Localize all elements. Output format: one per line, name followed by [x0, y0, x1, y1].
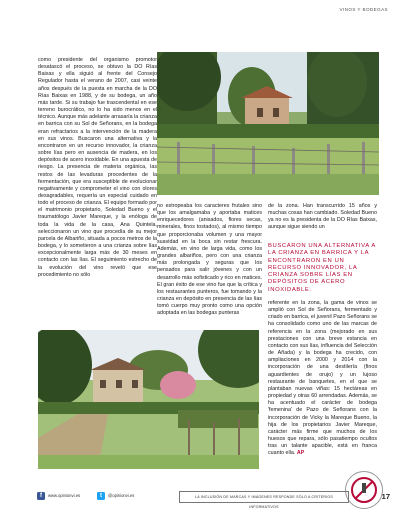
page-footer: [37, 491, 387, 509]
photo-manor-garden: [38, 330, 259, 469]
column-a: [38, 57, 157, 279]
page-number: 17: [381, 492, 390, 501]
manor-garden-illustration: [38, 330, 259, 469]
column-d-text: referente en la zona, la gama de vinos se amplió con Sol de Señorans, fermentado y criado en barrica, el juvenil Pazo Señorans se ha consolidado como uno de las marcas de referencia en la zona (mejorado en sus prestaciones con una breve estancia en contacto con sus lías, influencia del Selección de Añada) y la bodega ha crecido, con ampliaciones en 2000 y 2014 con la incorporación de una destilería (finos aguardientes de orujo) y un lujoso restaurante de banquetes, en el que se plantaban nuevas viñas: 15 hectáreas en propiedad y otras 60 arrendadas. Además, se ha acentuado el carácter de bodega 'femenina' de Pazo de Señorans con la incorporación de Vicky la Mareque Bueno, la hija de los propietarios Javier Mareque, carácter más firme que muchos de los huesos que repara, sólo pasatiempo ocultos tras un talante apacible, está en franca cuanto ella. AP: [268, 300, 377, 457]
photo-vineyard-house: [157, 52, 379, 195]
facebook-link[interactable]: www.opinionvi.es: [48, 493, 81, 498]
twitter-icon[interactable]: t: [97, 492, 105, 500]
warning-badge: [345, 471, 383, 509]
column-c-text: de la zona. Han transcurrido 15 años y muchas cosas han cambiado. Soledad Bueno ya no es la presidenta de la DO Rías Baixas, aunque sigue siendo un: [268, 203, 377, 231]
column-a-text: como presidente del organismo promotor desatascó el proceso, se obtuvo la DO Rías Baixas y ella siguió al frente del Consejo Regulador hasta el verano de 2007, casi veinte años después de la puesta en marcha de la DO Rías Baixas en 1988, y de su bodega, un año más tarde. Si su trabajo fue trascendental en ese terreno burocrático, no lo ha sido menos en el técnico. Aunque más adelante arrasaría la crianza en barrica con su Sol de Señorans, en la bodega eran refractarios a la intervención de la madera en sus vinos. Buscaron una alternativa y la encontraron en un recurso innovador, la crianza sobre lías pero en ausencia de madera, en los depósitos de acero inoxidable. En una apuesta de riesgo. La presencia de materia orgánica, las restos de las levaduras procedentes de la fermentación, que era susceptible de evolucionar negativamente y comprometer el vino con olores desagradables, requería un especial cuidado en todo el proceso de crianza. El equipo formado por el matrimonio propietario, Soledad Bueno y el traumatólogo Javier Mareque, y la enóloga de toda la vida de la casa, Ana Quintela, seleccionaron un vino que procedía de su mejor parcela de Albariño, situada a pocos metros de la bodega, y lo sometieron a una crianza sobre lías excepcionalmente larga más de 30 meses en contacto con las lías. El seguimiento estrecho de la evolución del vino reveló que ese procedimiento no sólo: [38, 57, 157, 278]
twitter-link[interactable]: @opinionvi.es: [108, 493, 135, 498]
author-signature: AP: [296, 450, 305, 457]
section-label: VINOS Y BODEGAS: [339, 7, 388, 12]
pull-quote: BUSCARON UNA ALTERNATIVA A LA CRIANZA EN BARRICA Y LA ENCONTRARON EN UN RECURSO INNOVADOR, LA CRIANZA SOBRE LÍAS EN DEPÓSITOS DE ACERO INOXIDABLE.: [268, 243, 376, 293]
facebook-icon[interactable]: f: [37, 492, 45, 500]
disclaimer-box: LA INCLUSIÓN DE MARCAS Y IMÁGENES RESPONDE SÓLO A CRITERIOS INFORMATIVOS: [179, 491, 349, 503]
column-d: [268, 300, 377, 457]
column-b: [157, 203, 262, 318]
column-c: [268, 203, 377, 232]
column-b-text: no estropeaba los caracteres frutales sino que los amalgamaba y aportaba matices enriquecedores (anisados, flores secas, minerales, finos tostados), al mismo tiempo que proporcionaba volumen y una mayor suavidad en la boca sin restar frescura. Además, en vino de larga vida, como los grandes albariños, pero con una crianza más prolongada y seguras que los pensados para salir jóvenes y con un desarrollo más sofisticado y rico en matices. El gran éxito de ese vino fue que la crítica y los restaurantes punteros, fue tomando y la crianza en depósito en presencia de las lías tomó cuerpo muy pronto como una opción adoptada en las bodegas punteras: [157, 203, 262, 317]
vineyard-house-illustration: [157, 52, 379, 195]
